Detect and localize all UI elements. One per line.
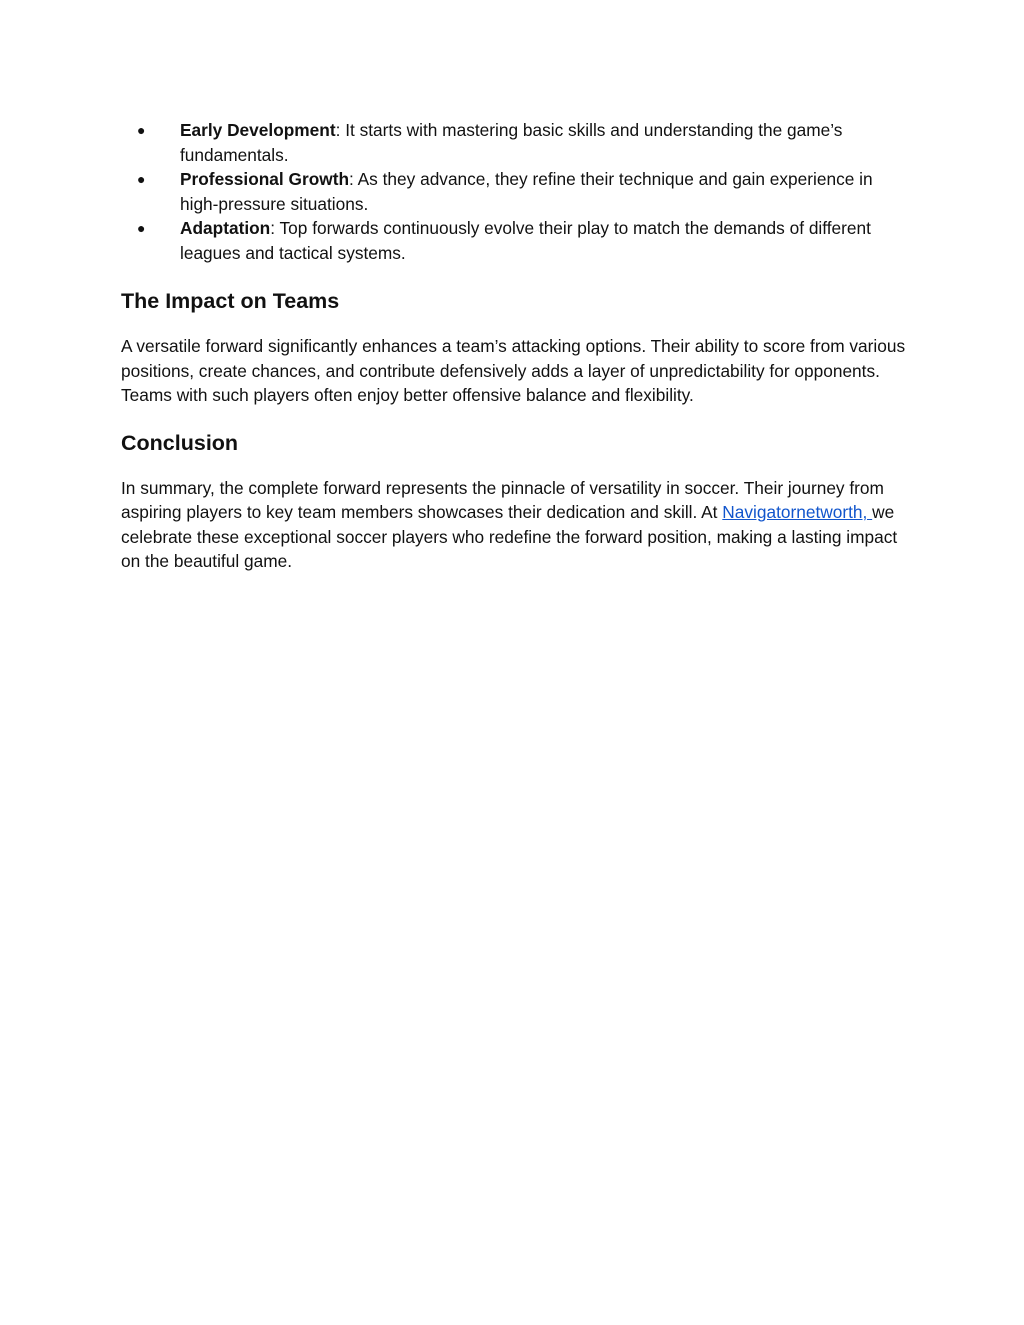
document-page <box>121 118 906 574</box>
list-item-text: : Top forwards continuously evolve their play to match the demands of different leagues and tactical systems. <box>180 218 871 263</box>
conclusion-text-before: In summary, the complete forward represents the pinnacle of versatility in soccer. Their journey from aspiring players to key team members showcases their dedication and skill. At <box>121 477 884 522</box>
bullet-icon: ● <box>137 171 146 187</box>
list-item-term: Early Development <box>180 120 336 140</box>
navigatornetworth-link[interactable]: Navigatornetworth, <box>722 502 873 522</box>
list-item <box>121 118 906 167</box>
conclusion-text-after: we celebrate these exceptional soccer players who redefine the forward position, making a lasting impact on the beautiful game. <box>121 502 898 571</box>
list-item-text: : It starts with mastering basic skills and understanding the game’s fundamentals. <box>180 120 843 165</box>
list-item-term: Professional Growth <box>180 169 349 189</box>
development-list <box>121 118 906 265</box>
list-item-term: Adaptation <box>180 218 271 238</box>
impact-paragraph: A versatile forward significantly enhances a team’s attacking options. Their ability to score from various positions, create chances, and contribute defensively adds a layer of unpredictability for opponents. Teams with such players often enjoy better offensive balance and flexibility. <box>121 336 906 405</box>
list-item <box>121 167 906 216</box>
list-item <box>121 216 906 265</box>
conclusion-paragraph <box>121 476 906 574</box>
impact-heading: The Impact on Teams <box>121 289 340 313</box>
conclusion-heading: Conclusion <box>121 430 239 455</box>
bullet-icon: ● <box>137 220 146 236</box>
bullet-icon: ● <box>137 122 146 138</box>
list-item-text: : As they advance, they refine their technique and gain experience in high-pressure situations. <box>180 169 873 214</box>
